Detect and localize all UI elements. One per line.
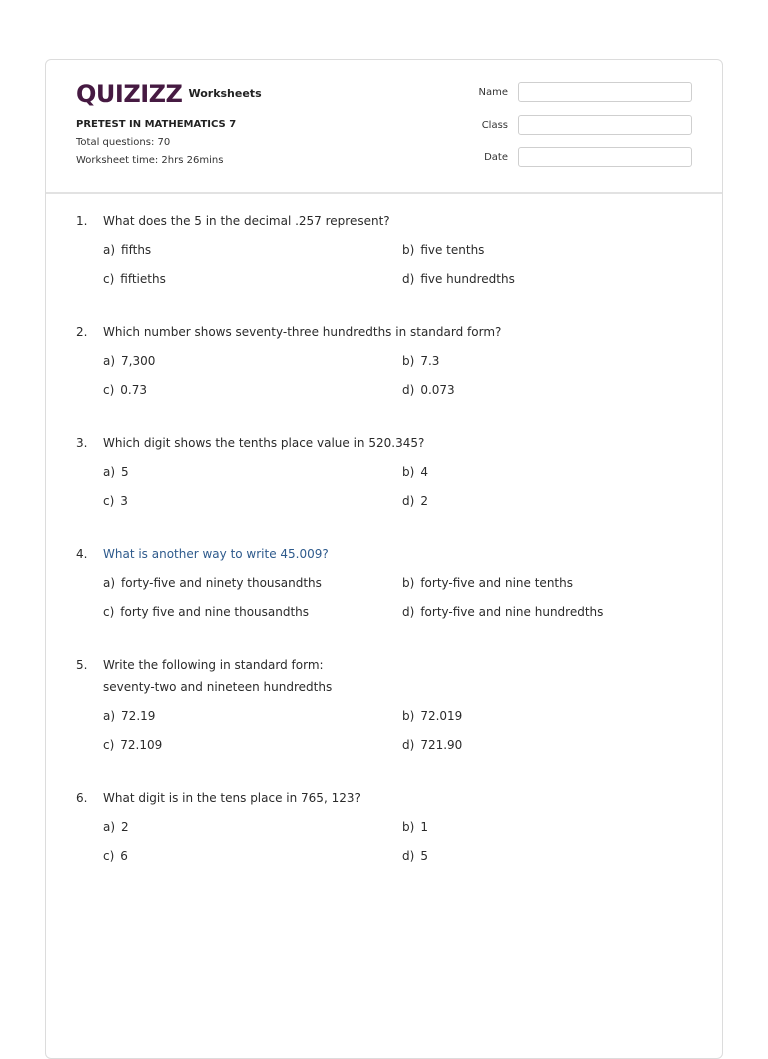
name-label: Name [478,86,508,98]
worksheet-title: PRETEST IN MATHEMATICS 7 [76,119,237,130]
answer-options [103,707,696,755]
option-letter: d) [402,272,415,286]
option-text: 2 [121,820,129,834]
question-text: What digit is in the tens place in 765, 123? [103,791,361,805]
class-input[interactable] [518,115,692,135]
option-c[interactable] [103,736,402,755]
option-text: 72.19 [121,709,156,723]
option-text: 72.109 [120,738,163,752]
option-letter: a) [103,576,116,590]
option-letter: d) [402,849,415,863]
name-field-row [468,82,692,102]
answer-options [103,352,696,400]
option-c[interactable] [103,847,402,866]
option-a[interactable] [103,352,402,371]
question-number: 1. [76,214,88,228]
option-a[interactable] [103,818,402,837]
option-a[interactable] [103,241,402,260]
option-text: 1 [420,820,428,834]
option-b[interactable] [402,707,701,726]
option-a[interactable] [103,463,402,482]
class-label: Class [481,119,508,131]
question-list [76,210,696,898]
option-letter: b) [402,354,415,368]
option-c[interactable] [103,603,402,622]
option-letter: d) [402,605,415,619]
brand [76,80,262,108]
option-text: 5 [420,849,428,863]
option-text: five hundredths [420,272,515,286]
question-5 [76,654,696,755]
question-number: 6. [76,791,88,805]
option-letter: b) [402,465,415,479]
answer-options [103,463,696,511]
option-text: 0.073 [420,383,455,397]
option-text: 5 [121,465,129,479]
option-letter: c) [103,494,115,508]
option-letter: a) [103,820,116,834]
question-3 [76,432,696,511]
option-letter: c) [103,849,115,863]
answer-options [103,241,696,289]
question-text-line-2: seventy-two and nineteen hundredths [103,680,333,694]
option-text: 0.73 [120,383,147,397]
option-letter: c) [103,383,115,397]
date-field-row [468,147,692,167]
option-text: fiftieths [120,272,166,286]
question-4 [76,543,696,622]
question-text: Which number shows seventy-three hundredths in standard form? [103,325,502,339]
option-letter: c) [103,738,115,752]
option-text: 721.90 [420,738,463,752]
option-text: forty-five and nine hundredths [420,605,604,619]
option-letter: a) [103,243,116,257]
option-letter: b) [402,243,415,257]
option-b[interactable] [402,241,701,260]
option-text: five tenths [420,243,485,257]
question-6 [76,787,696,866]
option-letter: d) [402,494,415,508]
date-label: Date [484,151,508,163]
option-letter: c) [103,272,115,286]
total-questions: Total questions: 70 [76,137,171,148]
option-d[interactable] [402,603,701,622]
option-text: 7.3 [420,354,440,368]
option-letter: b) [402,576,415,590]
quizizz-logo: QUIZIZZ [76,80,183,108]
option-letter: a) [103,709,116,723]
option-letter: b) [402,820,415,834]
option-c[interactable] [103,381,402,400]
option-letter: d) [402,383,415,397]
option-c[interactable] [103,492,402,511]
brand-subtitle: Worksheets [188,86,262,100]
worksheet-header [46,60,722,194]
question-number: 4. [76,547,88,561]
question-text [103,654,332,698]
option-letter: a) [103,465,116,479]
option-text: forty-five and nine tenths [420,576,573,590]
option-letter: d) [402,738,415,752]
option-text: 72.019 [420,709,463,723]
question-text-link[interactable]: What is another way to write 45.009? [103,547,329,561]
option-d[interactable] [402,847,701,866]
question-number: 5. [76,658,88,672]
question-text-line-1: Write the following in standard form: [103,658,324,672]
option-b[interactable] [402,574,701,593]
option-text: 3 [120,494,128,508]
option-d[interactable] [402,381,701,400]
option-c[interactable] [103,270,402,289]
option-a[interactable] [103,574,402,593]
option-text: forty-five and ninety thousandths [121,576,322,590]
question-number: 2. [76,325,88,339]
question-text: What does the 5 in the decimal .257 represent? [103,214,390,228]
class-field-row [468,115,692,135]
question-1 [76,210,696,289]
option-letter: b) [402,709,415,723]
option-d[interactable] [402,492,701,511]
option-text: 2 [420,494,428,508]
option-letter: c) [103,605,115,619]
question-text: Which digit shows the tenths place value in 520.345? [103,436,425,450]
answer-options [103,818,696,866]
option-text: 4 [420,465,428,479]
option-d[interactable] [402,736,701,755]
date-input[interactable] [518,147,692,167]
option-letter: a) [103,354,116,368]
name-input[interactable] [518,82,692,102]
option-b[interactable] [402,818,701,837]
option-b[interactable] [402,463,701,482]
option-text: forty five and nine thousandths [120,605,310,619]
worksheet-page [45,59,723,1059]
question-number: 3. [76,436,88,450]
answer-options [103,574,696,622]
question-2 [76,321,696,400]
option-text: 6 [120,849,128,863]
option-text: 7,300 [121,354,156,368]
option-a[interactable] [103,707,402,726]
option-text: fifths [121,243,152,257]
option-b[interactable] [402,352,701,371]
option-d[interactable] [402,270,701,289]
worksheet-time: Worksheet time: 2hrs 26mins [76,155,224,166]
